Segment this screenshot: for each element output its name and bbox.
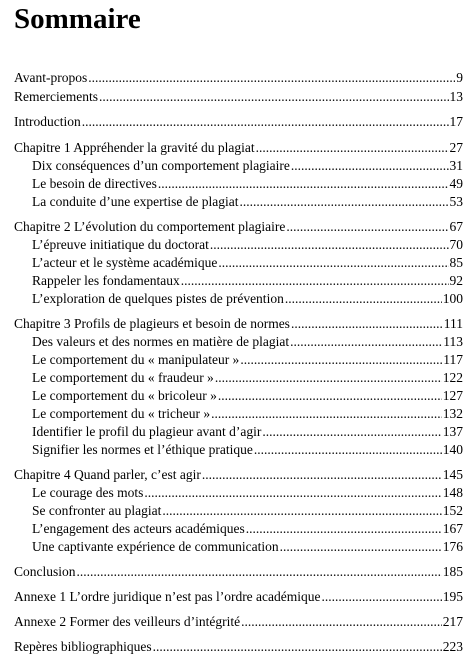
toc-subentry bbox=[32, 333, 463, 351]
toc-entry-page-number: 167 bbox=[442, 521, 463, 536]
toc-entry-page-number: 148 bbox=[442, 485, 463, 500]
toc-entry bbox=[14, 638, 463, 656]
toc-entry-label: Chapitre 1 Appréhender la gravité du plagiat bbox=[14, 140, 255, 155]
toc-entry-label: Avant-propos bbox=[14, 70, 88, 85]
toc-entry-page-number: 137 bbox=[442, 424, 463, 439]
dot-leader bbox=[77, 563, 442, 581]
toc-entry-label: Se confronter au plagiat bbox=[32, 503, 162, 518]
toc-entry bbox=[14, 466, 463, 484]
toc-entry bbox=[14, 563, 463, 581]
toc-entry-page-number: 176 bbox=[442, 539, 463, 554]
toc-entry-label: Conclusion bbox=[14, 564, 76, 579]
toc-entry-page-number: 17 bbox=[449, 114, 463, 129]
toc-entry-page-number: 122 bbox=[442, 370, 463, 385]
toc-entry-label: Remerciements bbox=[14, 89, 98, 104]
toc-entry-page-number: 111 bbox=[443, 316, 463, 331]
dot-leader bbox=[322, 588, 442, 606]
toc-entry-label: Dix conséquences d’un comportement plagiaire bbox=[32, 158, 290, 173]
toc-entry-page-number: 145 bbox=[442, 467, 463, 482]
toc-entry bbox=[14, 315, 463, 333]
toc-entry-page-number: 85 bbox=[449, 255, 463, 270]
toc-entry-page-number: 223 bbox=[442, 639, 463, 654]
toc-entry-label: Signifier les normes et l’éthique pratique bbox=[32, 442, 253, 457]
toc-entry-page-number: 27 bbox=[449, 140, 463, 155]
page-title: Sommaire bbox=[14, 3, 141, 35]
toc-entry-page-number: 31 bbox=[449, 158, 463, 173]
dot-leader bbox=[82, 113, 449, 131]
dot-leader bbox=[262, 423, 441, 441]
toc-entry-page-number: 217 bbox=[442, 614, 463, 629]
dot-leader bbox=[240, 351, 442, 369]
toc-subentry bbox=[32, 369, 463, 387]
toc-entry-label: Le besoin de directives bbox=[32, 176, 157, 191]
toc-entry-page-number: 100 bbox=[442, 291, 463, 306]
dot-leader bbox=[256, 139, 449, 157]
toc-entry-page-number: 152 bbox=[442, 503, 463, 518]
toc-entry-page-number: 49 bbox=[449, 176, 463, 191]
toc-entry-label: Le comportement du « bricoleur » bbox=[32, 388, 217, 403]
dot-leader bbox=[291, 315, 443, 333]
toc-entry-page-number: 92 bbox=[449, 273, 463, 288]
toc-entry bbox=[14, 69, 463, 87]
dot-leader bbox=[218, 387, 442, 405]
toc-subentry bbox=[32, 272, 463, 290]
toc-entry bbox=[14, 613, 463, 631]
dot-leader bbox=[211, 405, 442, 423]
toc-entry-page-number: 195 bbox=[442, 589, 463, 604]
toc-entry-label: Le comportement du « fraudeur » bbox=[32, 370, 214, 385]
toc-entry-page-number: 132 bbox=[442, 406, 463, 421]
dot-leader bbox=[99, 88, 449, 106]
dot-leader bbox=[210, 236, 449, 254]
toc-subentry bbox=[32, 351, 463, 369]
toc-entry-page-number: 13 bbox=[449, 89, 463, 104]
dot-leader bbox=[285, 290, 442, 308]
toc-entry-label: Le courage des mots bbox=[32, 485, 144, 500]
toc-entry-label: L’engagement des acteurs académiques bbox=[32, 521, 245, 536]
toc-entry-label: L’exploration de quelques pistes de prévention bbox=[32, 291, 284, 306]
dot-leader bbox=[153, 638, 442, 656]
toc-subentry bbox=[32, 387, 463, 405]
toc-entry-label: Repères bibliographiques bbox=[14, 639, 152, 654]
dot-leader bbox=[88, 69, 455, 87]
toc-entry-page-number: 70 bbox=[449, 237, 463, 252]
toc-entry-page-number: 67 bbox=[449, 219, 463, 234]
toc-entry-page-number: 127 bbox=[442, 388, 463, 403]
toc-subentry bbox=[32, 423, 463, 441]
toc-entry bbox=[14, 113, 463, 131]
dot-leader bbox=[246, 520, 442, 538]
dot-leader bbox=[241, 613, 442, 631]
toc-entry-label: Le comportement du « tricheur » bbox=[32, 406, 211, 421]
toc-subentry bbox=[32, 502, 463, 520]
toc-entry-label: Introduction bbox=[14, 114, 81, 129]
toc-subentry bbox=[32, 405, 463, 423]
dot-leader bbox=[162, 502, 441, 520]
dot-leader bbox=[254, 441, 442, 459]
toc-entry bbox=[14, 588, 463, 606]
toc-subentry bbox=[32, 193, 463, 211]
toc-subentry bbox=[32, 157, 463, 175]
toc-entry-label: Chapitre 4 Quand parler, c’est agir bbox=[14, 467, 201, 482]
toc-entry-label: L’acteur et le système académique bbox=[32, 255, 218, 270]
toc-entry-label: Chapitre 3 Profils de plagieurs et besoin de normes bbox=[14, 316, 290, 331]
dot-leader bbox=[290, 333, 442, 351]
toc-subentry bbox=[32, 484, 463, 502]
toc-entry-label: Le comportement du « manipulateur » bbox=[32, 352, 240, 367]
toc-subentry bbox=[32, 236, 463, 254]
toc-subentry bbox=[32, 441, 463, 459]
toc-entry-label: L’épreuve initiatique du doctorat bbox=[32, 237, 209, 252]
toc-subentry bbox=[32, 538, 463, 556]
toc-entry bbox=[14, 218, 463, 236]
toc-entry-page-number: 9 bbox=[456, 70, 463, 85]
toc-entry-label: La conduite d’une expertise de plagiat bbox=[32, 194, 239, 209]
toc-subentry bbox=[32, 290, 463, 308]
toc-entry-label: Rappeler les fondamentaux bbox=[32, 273, 180, 288]
dot-leader bbox=[144, 484, 441, 502]
dot-leader bbox=[280, 538, 442, 556]
toc-entry bbox=[14, 88, 463, 106]
toc-entry-label: Annexe 2 Former des veilleurs d’intégrité bbox=[14, 614, 241, 629]
toc-entry-label: Une captivante expérience de communication bbox=[32, 539, 279, 554]
toc-entry bbox=[14, 139, 463, 157]
toc-entry-page-number: 117 bbox=[443, 352, 463, 367]
toc-entry-label: Chapitre 2 L’évolution du comportement plagiaire bbox=[14, 219, 286, 234]
toc-entry-page-number: 113 bbox=[443, 334, 463, 349]
toc-subentry bbox=[32, 254, 463, 272]
toc-entry-page-number: 185 bbox=[442, 564, 463, 579]
dot-leader bbox=[240, 193, 449, 211]
toc-subentry bbox=[32, 520, 463, 538]
toc-entry-page-number: 140 bbox=[442, 442, 463, 457]
dot-leader bbox=[286, 218, 448, 236]
dot-leader bbox=[215, 369, 442, 387]
toc-entry-label: Des valeurs et des normes en matière de plagiat bbox=[32, 334, 290, 349]
dot-leader bbox=[291, 157, 449, 175]
toc-subentry bbox=[32, 175, 463, 193]
toc-entry-label: Identifier le profil du plagieur avant d’agir bbox=[32, 424, 262, 439]
dot-leader bbox=[181, 272, 449, 290]
dot-leader bbox=[218, 254, 448, 272]
toc-entry-label: Annexe 1 L’ordre juridique n’est pas l’ordre académique bbox=[14, 589, 321, 604]
toc-entry-page-number: 53 bbox=[449, 194, 463, 209]
dot-leader bbox=[158, 175, 449, 193]
dot-leader bbox=[202, 466, 442, 484]
